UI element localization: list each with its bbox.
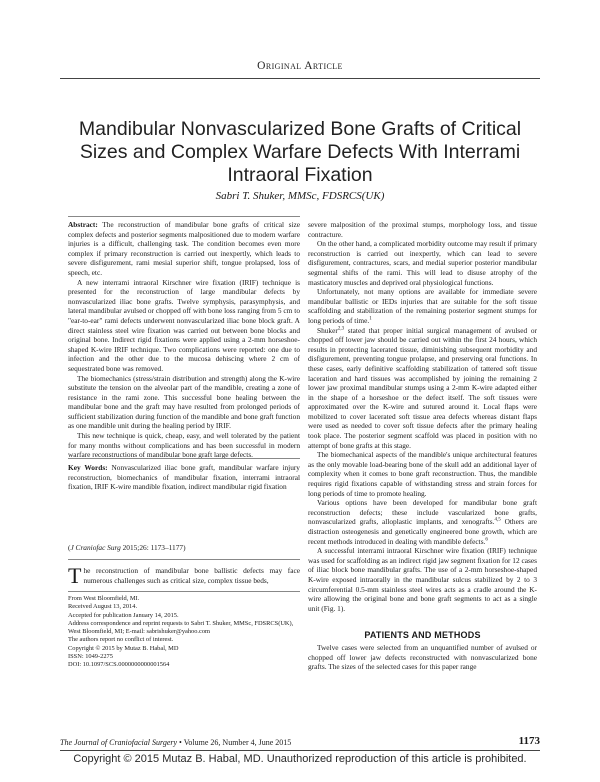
body-paragraph: severe malposition of the proximal stumps, morphology loss, and tissue contracture. [308,220,537,239]
body-paragraph [308,498,537,546]
abstract-paragraph: A new interrami intraoral Kirschner wire fixation (IRIF) technique is presented for the reconstruction of large mandibular defects by nonvascularized iliac bone grafts. Twelve symphysis, parasymphysis, and lateral mandibular avulsed or chopped off with bone loss ranging from 5 cm to "ear-to-ear" rami defects underwent nonvascularized iliac bone block graft. A direct stainless steel wire fixation was carried out between bone blocks and original bone. Indirect rigid fixations were applied using a 2-mm horseshoe-shaped K-wire IRIF technique. Two complications were reported: one due to infection and the other due to the mucosa dehiscing where 2 cm of sequestrated bone was removed. [68,277,300,373]
body-text: Others are distraction osteogenesis and genetically engineered bone growth, which are recent methods introduced in dealing with mandible defects. [308,517,537,546]
intro-paragraph [68,563,300,588]
keywords-block [68,463,300,492]
footer-journal-info [60,738,490,747]
abstract-text: The reconstruction of mandibular bone grafts of critical size complex defects and posterior segments malpositioned due to modern warfare injuries is a difficult, challenging task. The condition becomes even more complex if primary reconstruction is carried out inexpertly, which leads to severe disfigurement, rami mesial superior shift, tongue prolapsed, loss of speech, etc. [68,220,300,277]
abstract-rule-bottom [68,559,300,560]
footnote-line: DOI: 10.1097/SCS.0000000000001564 [68,661,170,669]
citation-prefix: ( [68,543,71,552]
footnote-line: The authors report no conflict of interest. [68,636,174,644]
footnote-line: Address correspondence and reprint requests to Sabri T. Shuker, MMSc, FDSRCS(UK), West Bloomfield, MI; E-mail: sabrishuker@yahoo.com [68,619,294,636]
citation-details: 2015;26: 1173–1177) [120,543,186,552]
abstract-rule-mid [68,458,300,459]
abstract-heading: Abstract: [68,220,98,229]
keywords-heading: Key Words: [68,463,108,472]
body-text: Various options have been developed for mandibular bone graft reconstruction defects; these include vascularized bone grafts, nonvascularized grafts, alloplastic implants, and xenografts. [308,498,537,527]
body-text: Shuker [317,325,338,335]
abstract-block [68,220,300,460]
body-paragraph [308,326,537,451]
footnote-line: ISSN: 1049-2275 [68,653,113,661]
page-number: 1173 [518,735,540,747]
body-right-column [308,220,537,613]
footnotes [68,595,300,670]
body-text: Unfortunately, not many options are available for immediate severe mandibular ballistic or IEDs injuries that are suitable for the soft tissue scaffolding and stabilization of the remaining posterior segment stumps for long periods of time. [308,287,537,325]
body-paragraph [308,287,537,325]
body-paragraph: A successful interrami intraoral Kirschner wire fixation (IRIF) technique was used for scaffolding as an indirect rigid jaw segment fixation for 12 cases of iliac block bone mandibular grafts. The use of a 2-mm horseshoe-shaped K-wire exposed intraorally in the mandibular sulcus stabilized by 2 to 3 circumferential 0.5-mm stainless steel wires acts as a cradle around the K-wire allowing the original bone and bone graft segments to act as a single unit (Fig. 1). [308,546,537,613]
intro-text: he reconstruction of mandibular bone ballistic defects may face numerous challenges such as critical size, complex tissue beds, [83,566,300,585]
footnote-line: From West Bloomfield, MI. [68,595,140,602]
header-rule [60,78,540,79]
reference-superscript: 2,3 [337,326,345,332]
footnote-line: Accepted for publication January 14, 2015. [68,611,179,619]
patients-methods-paragraph [308,643,537,672]
section-label: Original Article [257,60,343,72]
drop-cap: T [68,563,82,588]
reference-superscript: 1 [369,316,372,322]
footer-rule [60,750,540,751]
body-paragraph: On the other hand, a complicated morbidity outcome may result if primary reconstruction is carried out inexpertly, which can lead to severe disfigurement, contractures, scars, and medial superior posterior mandibular segmental shifts of the rami. This will lead to disuse atrophy of the masticatory muscles and deprived oral physiological functions. [308,239,537,287]
body-paragraph: Twelve cases were selected from an unquantified number of avulsed or chopped off lower jaw defects reconstructed with nonvascularized bone grafts. The sizes of the selected cases for this paper range [308,643,537,672]
footnote-line: Copyright © 2015 by Mutaz B. Habal, MD [68,644,179,652]
abstract-paragraph: The biomechanics (stress/strain distribution and strength) along the K-wire substitute the tension on the alveolar part of the mandible, creating a zone of resistance in the rami zone. This successful bone healing between the mandibular bone and the graft may have resulted from prolonged periods of sufficient stabilization during function of the mandible and bone graft function as one mandible unit during the healing period by IRIF. [68,373,300,431]
body-text: stated that proper initial surgical management of avulsed or chopped off lower jaw should be carried out within the first 24 hours, which results in protecting lacerated tissue, diminishing subsequent morbidity and disfigurement, preventing tongue prolapse, and preserving oral functions. In these cases, early definitive scaffolding stabilization of tattered soft tissue laceration and hard tissues was accomplished by joining the remaining 2 lower jaw proximal mandibular stumps using a 2-mm K-wire adapted either in the shape of a horseshoe or the defect itself. The soft tissues were approximated over the K-wire and sutured around it. Local flaps were mobilized to cover lacerated soft tissue area defects whereas distant flaps were used as needed to cover soft tissue defects after the primary healing took place. The posterior segment scaffold was placed in position with no attempt of bone grafts at this stage. [308,325,537,450]
footer-journal-name: The Journal of Craniofacial Surgery [60,738,178,747]
footnote-rule [68,591,300,592]
abstract-paragraph: This new technique is quick, cheap, easy, and well tolerated by the patient for many months without complications and has been successful in modern warfare reconstructions of mandibular bone graft large defects. [68,431,300,460]
copyright-banner: Copyright © 2015 Mutaz B. Habal, MD. Unauthorized reproduction of this article is prohibited. [73,753,527,765]
author-line: Sabri T. Shuker, MMSc, FDSRCS(UK) [215,190,385,202]
section-heading-patients-methods: PATIENTS AND METHODS [364,630,481,640]
citation-line [68,543,300,553]
footnote-line: Received August 13, 2014. [68,603,138,611]
article-title: Mandibular Nonvascularized Bone Grafts of Critical Sizes and Complex Warfare Defects With Interrami Intraoral Fixation [78,118,522,186]
abstract-rule-top [68,216,300,217]
footer-issue: • Volume 26, Number 4, June 2015 [177,738,292,747]
abstract-paragraph [68,220,300,278]
keywords-text: Nonvascularized iliac bone graft, mandibular warfare injury reconstruction, biomechanics of mandibular fixation, interrami intraoral fixation, IRIF K-wire mandible fixation, indirect mandibular rigid fixation [68,463,300,492]
reference-superscript: 6 [485,537,488,543]
body-paragraph: The biomechanical aspects of the mandible's unique architectural features as the only movable load-bearing bone of the skull add an additional layer of complexity when it comes to bone graft reconstruction. Thus, the mandible requires rigid fixations capable of withstanding stress and strain forces for long periods of time to promote healing. [308,450,537,498]
citation-journal: J Craniofac Surg [70,543,121,552]
reference-superscript: 4,5 [494,517,501,523]
